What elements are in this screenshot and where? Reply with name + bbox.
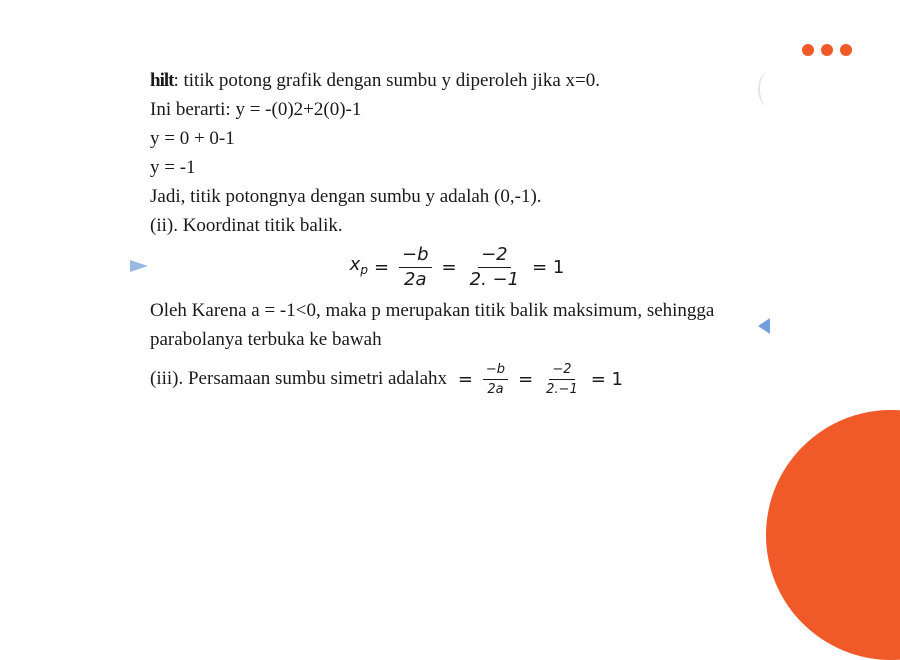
fraction	[543, 362, 581, 397]
eq-sign: =	[457, 369, 473, 390]
text-line: y = -1	[150, 157, 196, 178]
dot	[802, 44, 814, 56]
text-span: : titik potong grafik dengan sumbu y diperoleh jika x=0.	[173, 70, 600, 91]
corner-decoration	[766, 410, 900, 660]
text-line	[150, 66, 770, 95]
smudged-text: hilt	[150, 70, 174, 91]
text-paragraph: Oleh Karena a = -1<0, maka p merupakan titik balik maksimum, sehingga parabolanya terbuka ke bawah	[150, 300, 715, 350]
equation-xp	[150, 242, 770, 292]
eq-sign: =	[441, 256, 457, 278]
fraction-numerator: −b	[483, 362, 508, 380]
document-body	[150, 66, 770, 397]
fraction	[483, 362, 508, 397]
menu-dots-icon[interactable]	[802, 44, 852, 56]
eq-result: = 1	[590, 369, 623, 390]
equation-symmetry	[452, 362, 629, 397]
eq-lhs: $x_p$	[349, 253, 368, 277]
fraction-denominator: 2.−1	[546, 382, 578, 397]
text-line-with-equation	[150, 362, 770, 397]
fraction-denominator: 2a	[487, 382, 504, 397]
dot	[821, 44, 833, 56]
eq-sign: =	[518, 369, 534, 390]
eq-result: = 1	[532, 256, 565, 278]
text-line: y = 0 + 0-1	[150, 128, 235, 149]
text-line: (ii). Koordinat titik balik.	[150, 215, 343, 236]
fraction-numerator: −b	[399, 245, 432, 268]
text-line: Jadi, titik potongnya dengan sumbu y adalah (0,-1).	[150, 186, 542, 207]
fraction	[467, 245, 522, 290]
text-line: Ini berarti: y = -(0)2+2(0)-1	[150, 99, 362, 120]
fraction-numerator: −2	[478, 245, 511, 268]
eq-lhs-sub: p	[360, 262, 368, 277]
fraction-denominator: 2. −1	[469, 268, 520, 290]
text-span: (iii). Persamaan sumbu simetri adalahx	[150, 367, 448, 389]
fraction-numerator: −2	[549, 362, 574, 380]
dot	[840, 44, 852, 56]
fraction	[399, 245, 432, 290]
eq-sign: =	[373, 256, 390, 278]
arrow-marker-icon	[130, 260, 148, 272]
fraction-denominator: 2a	[404, 268, 427, 290]
